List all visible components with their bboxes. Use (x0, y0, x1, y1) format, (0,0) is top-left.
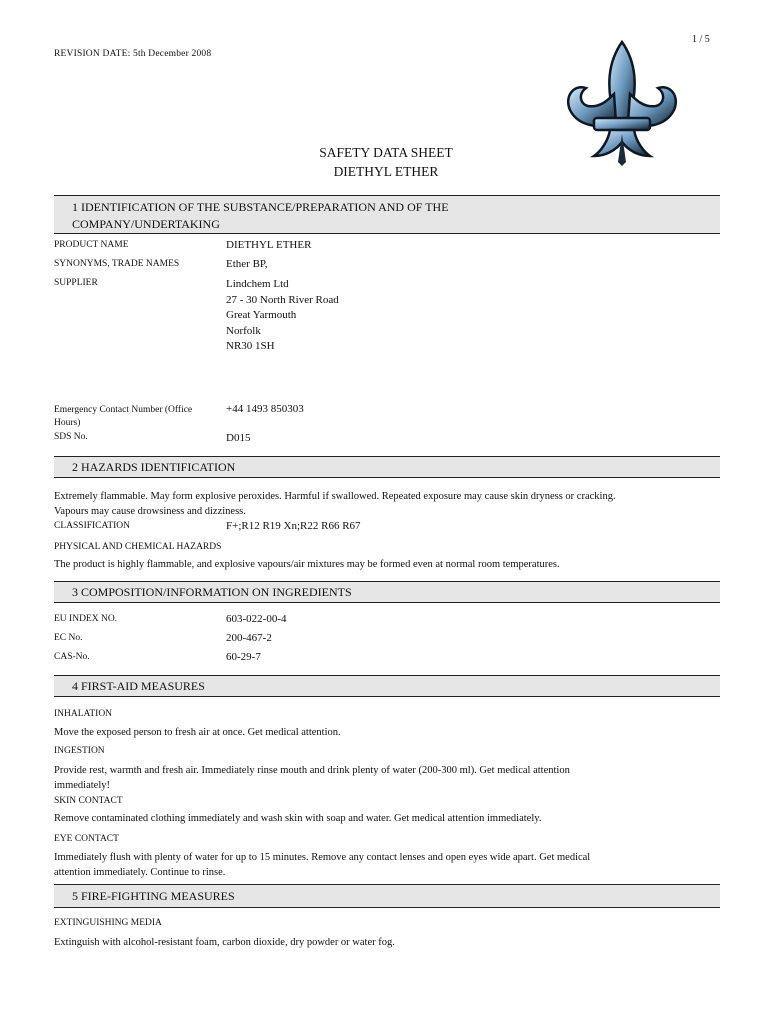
hazards-line1: Extremely flammable. May form explosive peroxides. Harmful if swallowed. Repeated exposure may cause skin dryness or cracking. (54, 491, 616, 502)
eye-contact-line1: Immediately flush with plenty of water for up to 15 minutes. Remove any contact lenses and open eyes wide apart. Get medical (54, 852, 591, 863)
supplier-line: NR30 1SH (226, 340, 275, 352)
hazards-line2: Vapours may cause drowsiness and dizziness. (54, 506, 246, 517)
ec-number-value: 200-467-2 (226, 632, 272, 644)
hazards-description (54, 489, 714, 519)
supplier-line: Norfolk (226, 324, 261, 337)
inhalation-label: INHALATION (54, 709, 113, 719)
emergency-label-line2: Hours) (54, 418, 81, 428)
ec-number-label: EC No. (54, 633, 83, 643)
emergency-contact-label (54, 404, 192, 430)
eu-index-value: 603-022-00-4 (226, 613, 287, 625)
section-3-heading: 3 COMPOSITION/INFORMATION ON INGREDIENTS (72, 585, 352, 599)
supplier-address (226, 277, 339, 355)
product-name-label: PRODUCT NAME (54, 240, 129, 250)
eye-contact-label: EYE CONTACT (54, 834, 119, 844)
section-1-heading-line1: 1 IDENTIFICATION OF THE SUBSTANCE/PREPARATION AND OF THE (72, 200, 449, 214)
emergency-contact-value: +44 1493 850303 (226, 403, 304, 415)
product-name-value: DIETHYL ETHER (226, 239, 312, 251)
cas-number-value: 60-29-7 (226, 651, 261, 663)
extinguishing-media-text: Extinguish with alcohol-resistant foam, carbon dioxide, dry powder or water fog. (54, 937, 395, 948)
supplier-label: SUPPLIER (54, 278, 98, 288)
skin-contact-label: SKIN CONTACT (54, 796, 123, 806)
fleur-de-lis-icon (560, 38, 684, 168)
classification-value: F+;R12 R19 Xn;R22 R66 R67 (226, 520, 361, 532)
page-number: 1 / 5 (692, 34, 710, 45)
ingestion-label: INGESTION (54, 746, 105, 756)
document-subtitle: DIETHYL ETHER (333, 164, 439, 179)
emergency-label-line1: Emergency Contact Number (Office (54, 405, 193, 415)
sds-number-value: D015 (226, 432, 251, 444)
inhalation-text: Move the exposed person to fresh air at once. Get medical attention. (54, 727, 341, 738)
eye-contact-line2: attention immediately. Continue to rinse. (54, 867, 226, 878)
eye-contact-text (54, 850, 666, 880)
document-title: SAFETY DATA SHEET (319, 145, 453, 160)
sds-number-label: SDS No. (54, 432, 88, 442)
section-2-heading: 2 HAZARDS IDENTIFICATION (72, 460, 236, 474)
synonyms-value: Ether BP, (226, 258, 268, 270)
classification-label: CLASSIFICATION (54, 521, 131, 531)
section-4-header (54, 675, 720, 697)
section-1-heading-line2: COMPANY/UNDERTAKING (72, 217, 220, 231)
skin-contact-text: Remove contaminated clothing immediately and wash skin with soap and water. Get medical attention immediately. (54, 813, 542, 824)
section-5-heading: 5 FIRE-FIGHTING MEASURES (72, 889, 235, 903)
phys-chem-hazards-label: PHYSICAL AND CHEMICAL HAZARDS (54, 542, 222, 552)
supplier-line: 27 - 30 North River Road (226, 293, 339, 306)
synonyms-label: SYNONYMS, TRADE NAMES (54, 259, 180, 269)
ingestion-text (54, 763, 666, 793)
eu-index-label: EU INDEX NO. (54, 614, 118, 624)
supplier-line: Great Yarmouth (226, 309, 297, 321)
extinguishing-media-label: EXTINGUISHING MEDIA (54, 918, 162, 928)
cas-number-label: CAS-No. (54, 652, 90, 662)
revision-date: REVISION DATE: 5th December 2008 (54, 49, 212, 59)
section-2-header (54, 456, 720, 478)
section-4-heading: 4 FIRST-AID MEASURES (72, 679, 205, 693)
supplier-line: Lindchem Ltd (226, 278, 289, 290)
section-1-header (54, 195, 720, 234)
ingestion-line2: immediately! (54, 780, 110, 791)
ingestion-line1: Provide rest, warmth and fresh air. Immediately rinse mouth and drink plenty of water (200-300 ml). Get medical attention (54, 765, 570, 776)
phys-chem-hazards-text: The product is highly flammable, and explosive vapours/air mixtures may be formed even at normal room temperatures. (54, 559, 560, 570)
section-3-header (54, 581, 720, 603)
section-5-header (54, 884, 720, 908)
